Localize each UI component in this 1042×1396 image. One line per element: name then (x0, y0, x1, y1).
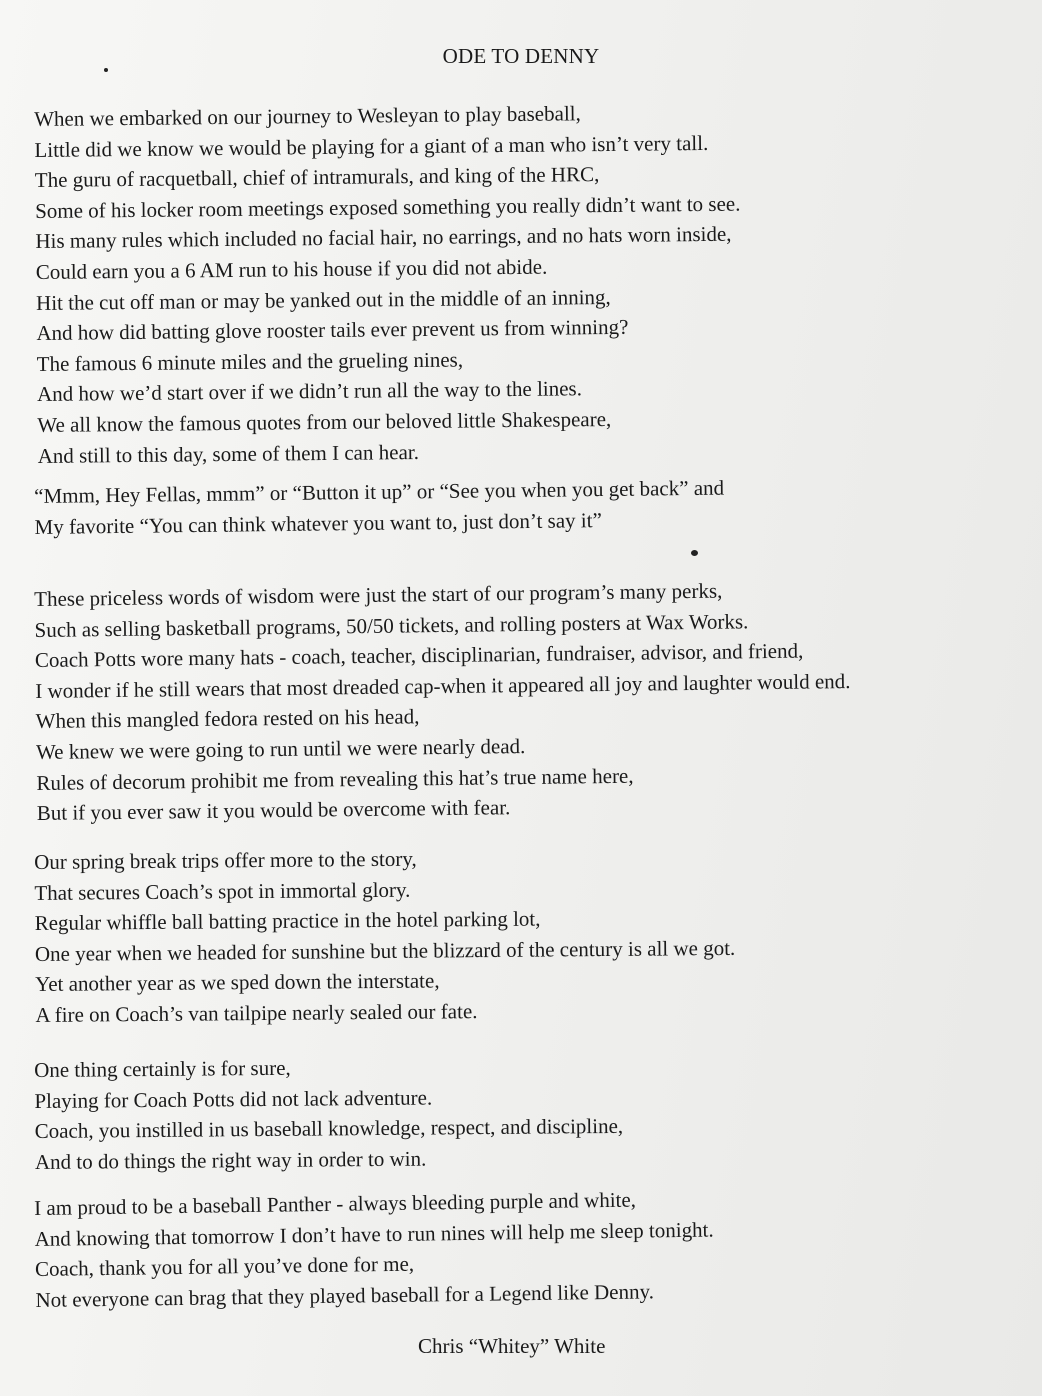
poem-line: Our spring break trips offer more to the story, (34, 846, 417, 874)
poem-line: I wonder if he still wears that most dreaded cap-when it appeared all joy and laughter would end. (35, 668, 851, 703)
poem-line: Could earn you a 6 AM run to his house if you did not abide. (35, 254, 548, 284)
poem-line: His many rules which included no facial hair, no earrings, and no hats worn inside, (35, 222, 732, 254)
stanza-2 (34, 469, 1025, 542)
poem-line: The famous 6 minute miles and the grueling nines, (36, 347, 464, 376)
poem-line: When this mangled fedora rested on his head, (35, 704, 420, 734)
stanza-5 (34, 1046, 1025, 1177)
poem-line: Coach Potts wore many hats - coach, teacher, disciplinarian, fundraiser, advisor, and friend, (34, 638, 804, 673)
stanza-1 (34, 94, 1028, 471)
poem-line: That secures Coach’s spot in immortal glory. (34, 877, 411, 905)
poem-line: And how we’d start over if we didn’t run all the way to the lines. (36, 376, 583, 407)
poem-line: We knew we were going to run until we were nearly dead. (35, 733, 526, 764)
poem-line: One thing certainly is for sure, (34, 1055, 291, 1082)
poem-line: We all know the famous quotes from our beloved little Shakespeare, (37, 406, 612, 437)
poem-line: Playing for Coach Potts did not lack adventure. (34, 1085, 433, 1113)
poem-line: My favorite “You can think whatever you want to, just don’t say it” (34, 507, 602, 539)
poem-line: Such as selling basketball programs, 50/50 tickets, and rolling posters at Wax Works. (34, 608, 749, 642)
poem-line: Coach, you instilled in us baseball knowledge, respect, and discipline, (34, 1114, 624, 1144)
poem-line: Coach, thank you for all you’ve done for me, (34, 1251, 415, 1282)
poem-line: And how did batting glove rooster tails ever prevent us from winning? (36, 314, 629, 346)
poem-line: Rules of decorum prohibit me from revealing this hat’s true name here, (36, 763, 634, 795)
stanza-4 (34, 838, 1026, 1030)
poem-line: And knowing that tomorrow I don’t have to run nines will help me sleep tonight. (34, 1217, 714, 1251)
author-signature: Chris “Whitey” White (418, 1334, 606, 1358)
poem-title: ODE TO DENNY (442, 44, 600, 68)
stanza-6 (34, 1179, 1026, 1315)
poem-line: Little did we know we would be playing for a giant of a man who isn’t very tall. (34, 130, 709, 162)
poem-line: But if you ever saw it you would be overcome with fear. (36, 795, 511, 826)
stray-ink-dot (691, 550, 698, 556)
poem-line: When we embarked on our journey to Wesleyan to play baseball, (34, 101, 581, 131)
poem-line: I am proud to be a baseball Panther - always bleeding purple and white, (34, 1187, 637, 1220)
poem-line: Hit the cut off man or may be yanked out in the middle of an inning, (35, 284, 611, 315)
poem-line: Not everyone can brag that they played baseball for a Legend like Denny. (35, 1279, 655, 1312)
poem-line: Some of his locker room meetings exposed something you really didn’t want to see. (34, 191, 741, 223)
poem-line: And to do things the right way in order to win. (34, 1146, 427, 1174)
poem-line: A fire on Coach’s van tailpipe nearly sealed our fate. (35, 999, 478, 1027)
poem-line: And still to this day, some of them I can hear. (37, 439, 420, 468)
stanza-3 (34, 572, 1027, 829)
poem-line: One year when we headed for sunshine but the blizzard of the century is all we got. (34, 935, 736, 966)
poem-line: Regular whiffle ball batting practice in the hotel parking lot, (34, 906, 541, 936)
poem-line: “Mmm, Hey Fellas, mmm” or “Button it up” or “See you when you get back” and (34, 475, 725, 508)
poem-line: These priceless words of wisdom were just the start of our program’s many perks, (34, 578, 723, 611)
poem-line: Yet another year as we sped down the interstate, (35, 968, 440, 997)
stray-ink-dot (104, 68, 108, 72)
poem-line: The guru of racquetball, chief of intramurals, and king of the HRC, (34, 162, 600, 193)
